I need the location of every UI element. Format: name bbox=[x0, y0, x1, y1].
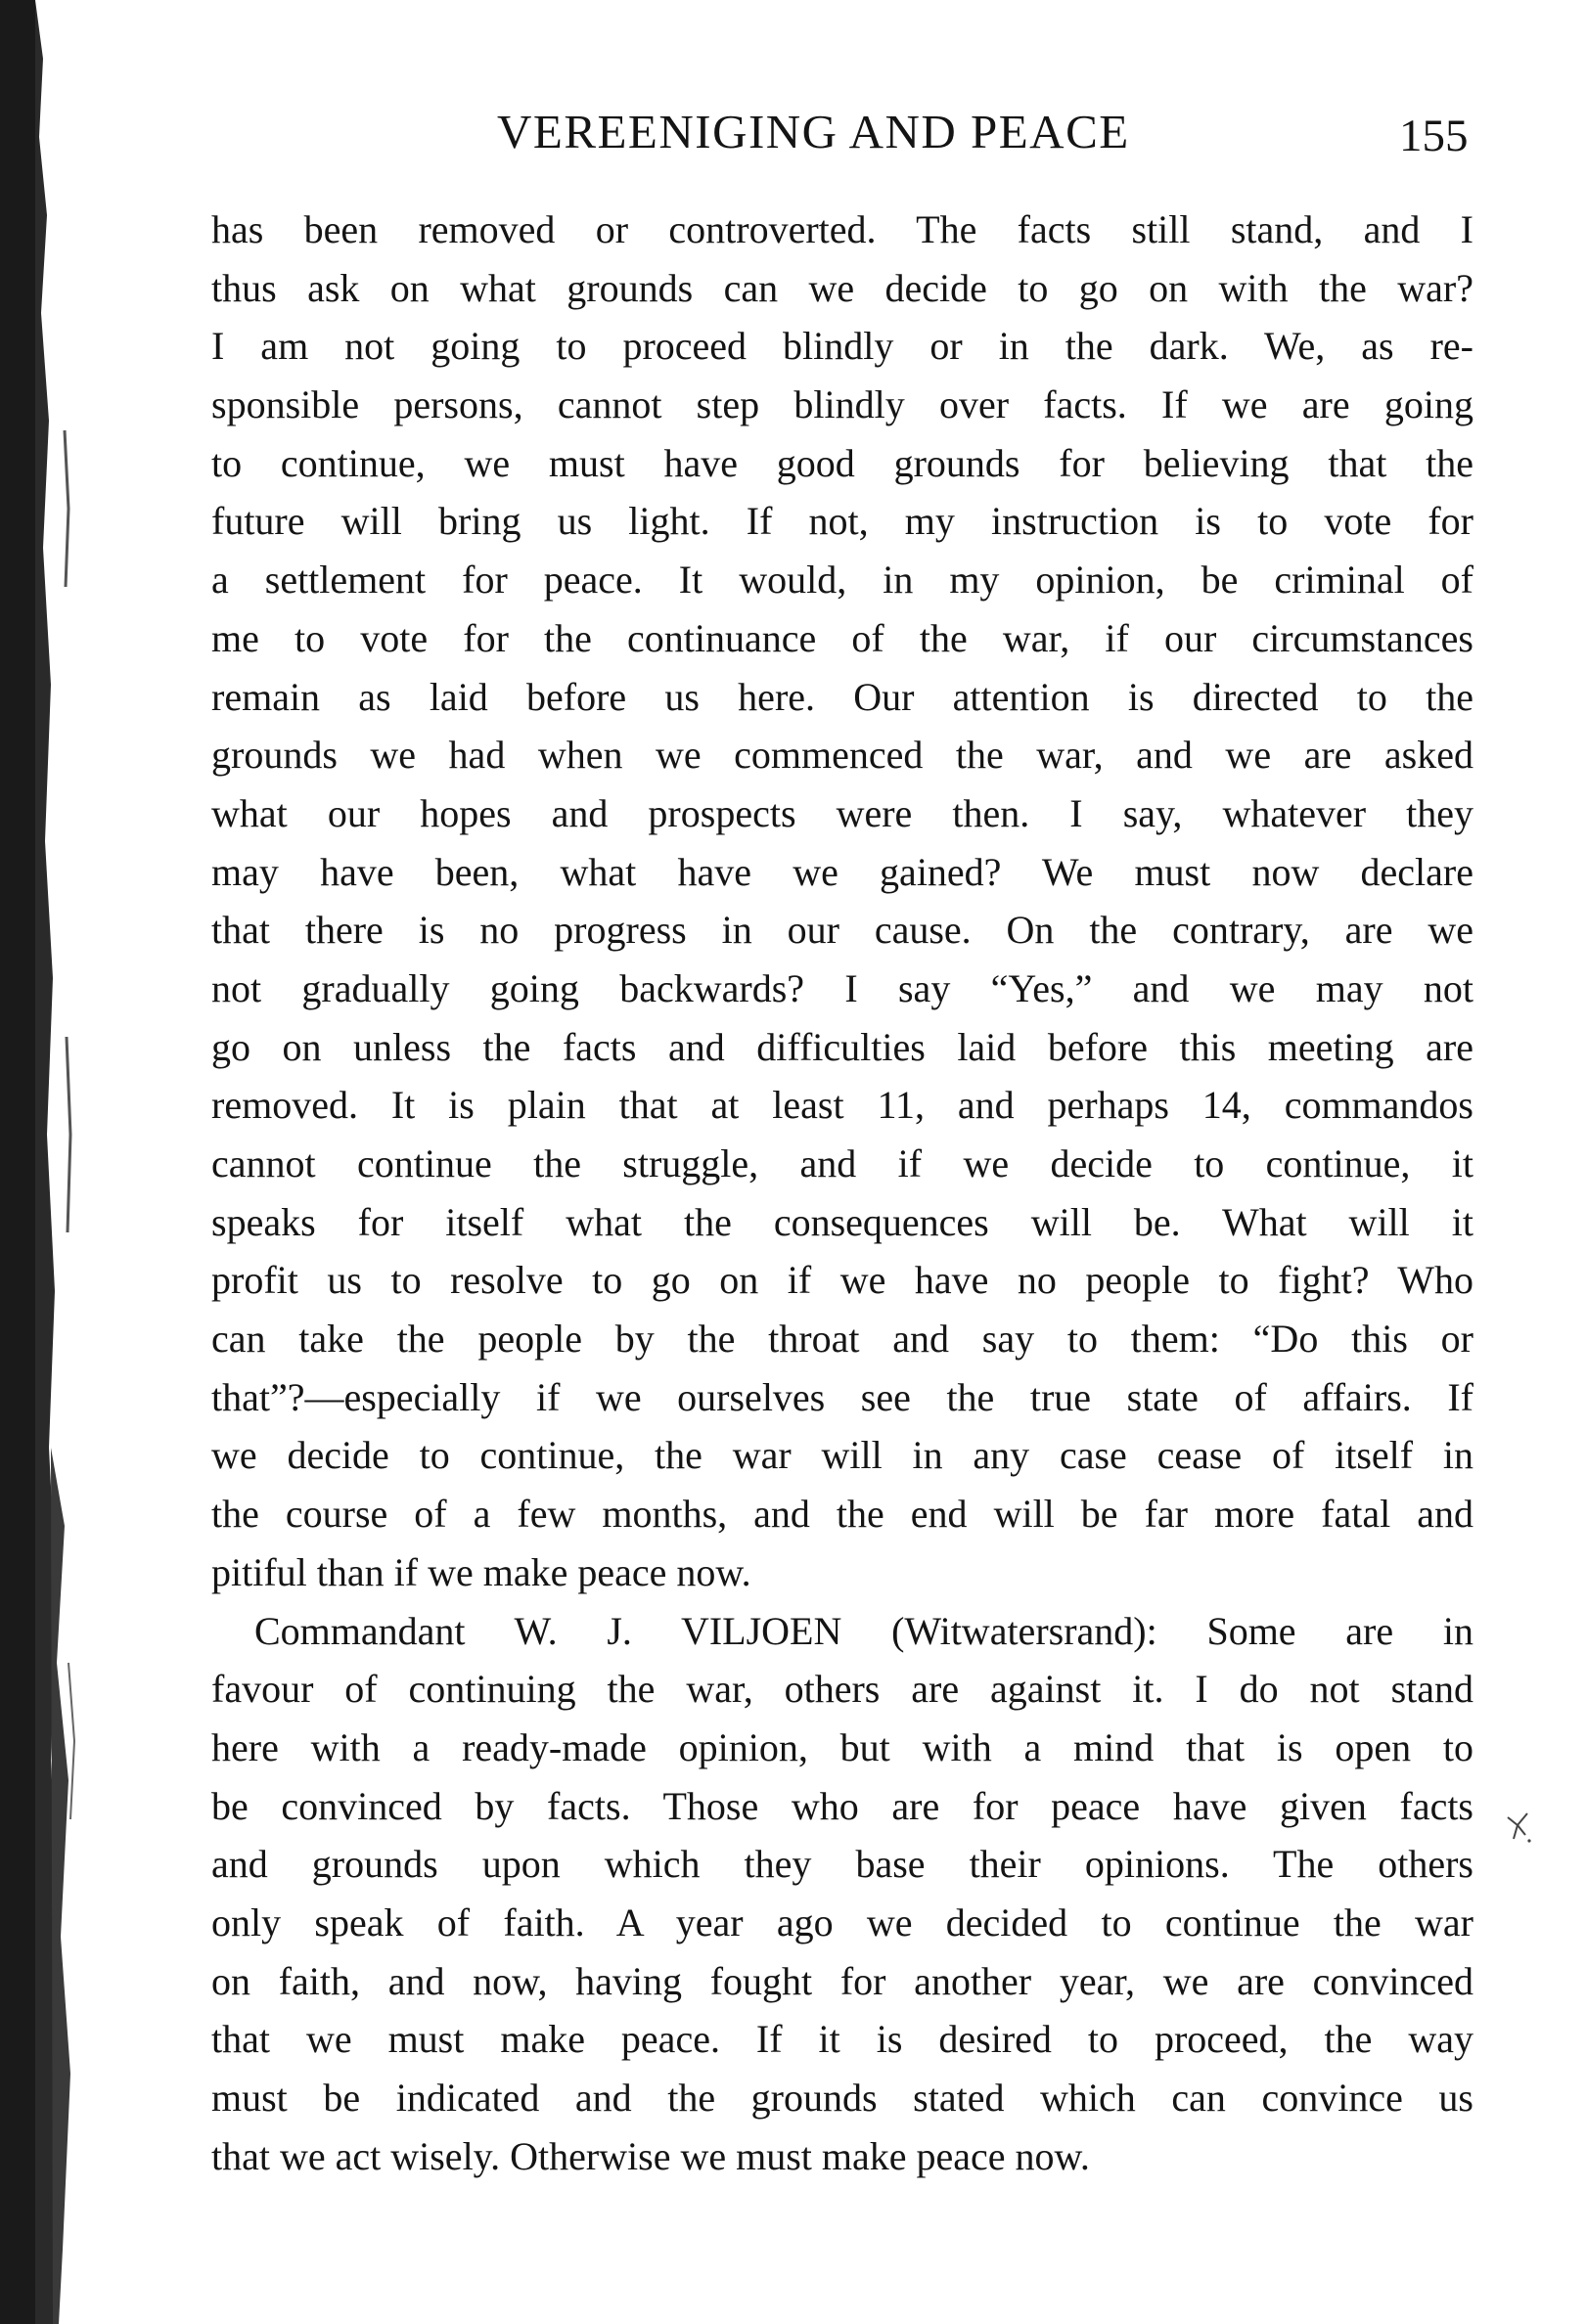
text-line: must be indicated and the grounds stated which can convince us bbox=[211, 2076, 1473, 2120]
text-line: remain as laid before us here. Our attention is directed to the bbox=[211, 674, 1473, 719]
margin-pencil-mark bbox=[1502, 1796, 1537, 1855]
text-line: be convinced by facts. Those who are for peace have given facts bbox=[211, 1783, 1473, 1828]
text-line: future will bring us light. If not, my instruction is to vote for bbox=[211, 499, 1473, 544]
page-binding-edge bbox=[0, 0, 88, 2324]
text-line: that there is no progress in our cause. On the contrary, are we bbox=[211, 908, 1473, 953]
text-line: sponsible persons, cannot step blindly over facts. If we are going bbox=[211, 382, 1473, 427]
text-line: profit us to resolve to go on if we have no people to fight? Who bbox=[211, 1258, 1473, 1303]
text-line: thus ask on what grounds can we decide to go on with the war? bbox=[211, 265, 1473, 310]
text-line: here with a ready-made opinion, but with a mind that is open to bbox=[211, 1724, 1473, 1769]
text-line: go on unless the facts and difficulties laid before this meeting are bbox=[211, 1024, 1473, 1069]
page-header bbox=[0, 103, 1586, 161]
text-line: Commandant W. J. VILJOEN (Witwatersrand): Some are in bbox=[254, 1608, 1473, 1653]
text-line: that”?—especially if we ourselves see the true state of affairs. If bbox=[211, 1374, 1473, 1419]
text-line: grounds we had when we commenced the war, and we are asked bbox=[211, 733, 1473, 778]
text-line: only speak of faith. A year ago we decided to continue the war bbox=[211, 1899, 1473, 1944]
paragraph-2 bbox=[211, 1602, 1473, 2186]
text-line: favour of continuing the war, others are against it. I do not stand bbox=[211, 1667, 1473, 1712]
text-line: I am not going to proceed blindly or in the dark. We, as re- bbox=[211, 324, 1473, 369]
text-line: speaks for itself what the consequences will be. What will it bbox=[211, 1199, 1473, 1244]
text-line: that we must make peace. If it is desired to proceed, the way bbox=[211, 2017, 1473, 2062]
text-line: a settlement for peace. It would, in my opinion, be criminal of bbox=[211, 558, 1473, 603]
text-line: the course of a few months, and the end will be far more fatal and bbox=[211, 1492, 1473, 1537]
text-line: pitiful than if we make peace now. bbox=[211, 1549, 751, 1594]
text-line: and grounds upon which they base their opinions. The others bbox=[211, 1842, 1473, 1887]
paragraph-1 bbox=[211, 201, 1473, 1602]
body-text bbox=[211, 201, 1473, 2185]
text-line: cannot continue the struggle, and if we decide to continue, it bbox=[211, 1141, 1473, 1185]
text-line: has been removed or controverted. The facts still stand, and I bbox=[211, 207, 1473, 251]
text-line: to continue, we must have good grounds for believing that the bbox=[211, 440, 1473, 485]
text-line: can take the people by the throat and say to them: “Do this or bbox=[211, 1317, 1473, 1362]
running-title: VEREENIGING AND PEACE bbox=[497, 105, 1130, 158]
text-line: what our hopes and prospects were then. I say, whatever they bbox=[211, 790, 1473, 835]
text-line: me to vote for the continuance of the war, if our circumstances bbox=[211, 615, 1473, 660]
text-line: we decide to continue, the war will in any case cease of itself in bbox=[211, 1433, 1473, 1478]
text-line: not gradually going backwards? I say “Yes,” and we may not bbox=[211, 965, 1473, 1010]
page-number: 155 bbox=[1399, 111, 1469, 161]
text-line: on faith, and now, having fought for another year, we are convinced bbox=[211, 1958, 1473, 2003]
text-line: that we act wisely. Otherwise we must make peace now. bbox=[211, 2133, 1090, 2178]
text-line: may have been, what have we gained? We must now declare bbox=[211, 849, 1473, 894]
text-line: removed. It is plain that at least 11, and perhaps 14, commandos bbox=[211, 1083, 1473, 1128]
